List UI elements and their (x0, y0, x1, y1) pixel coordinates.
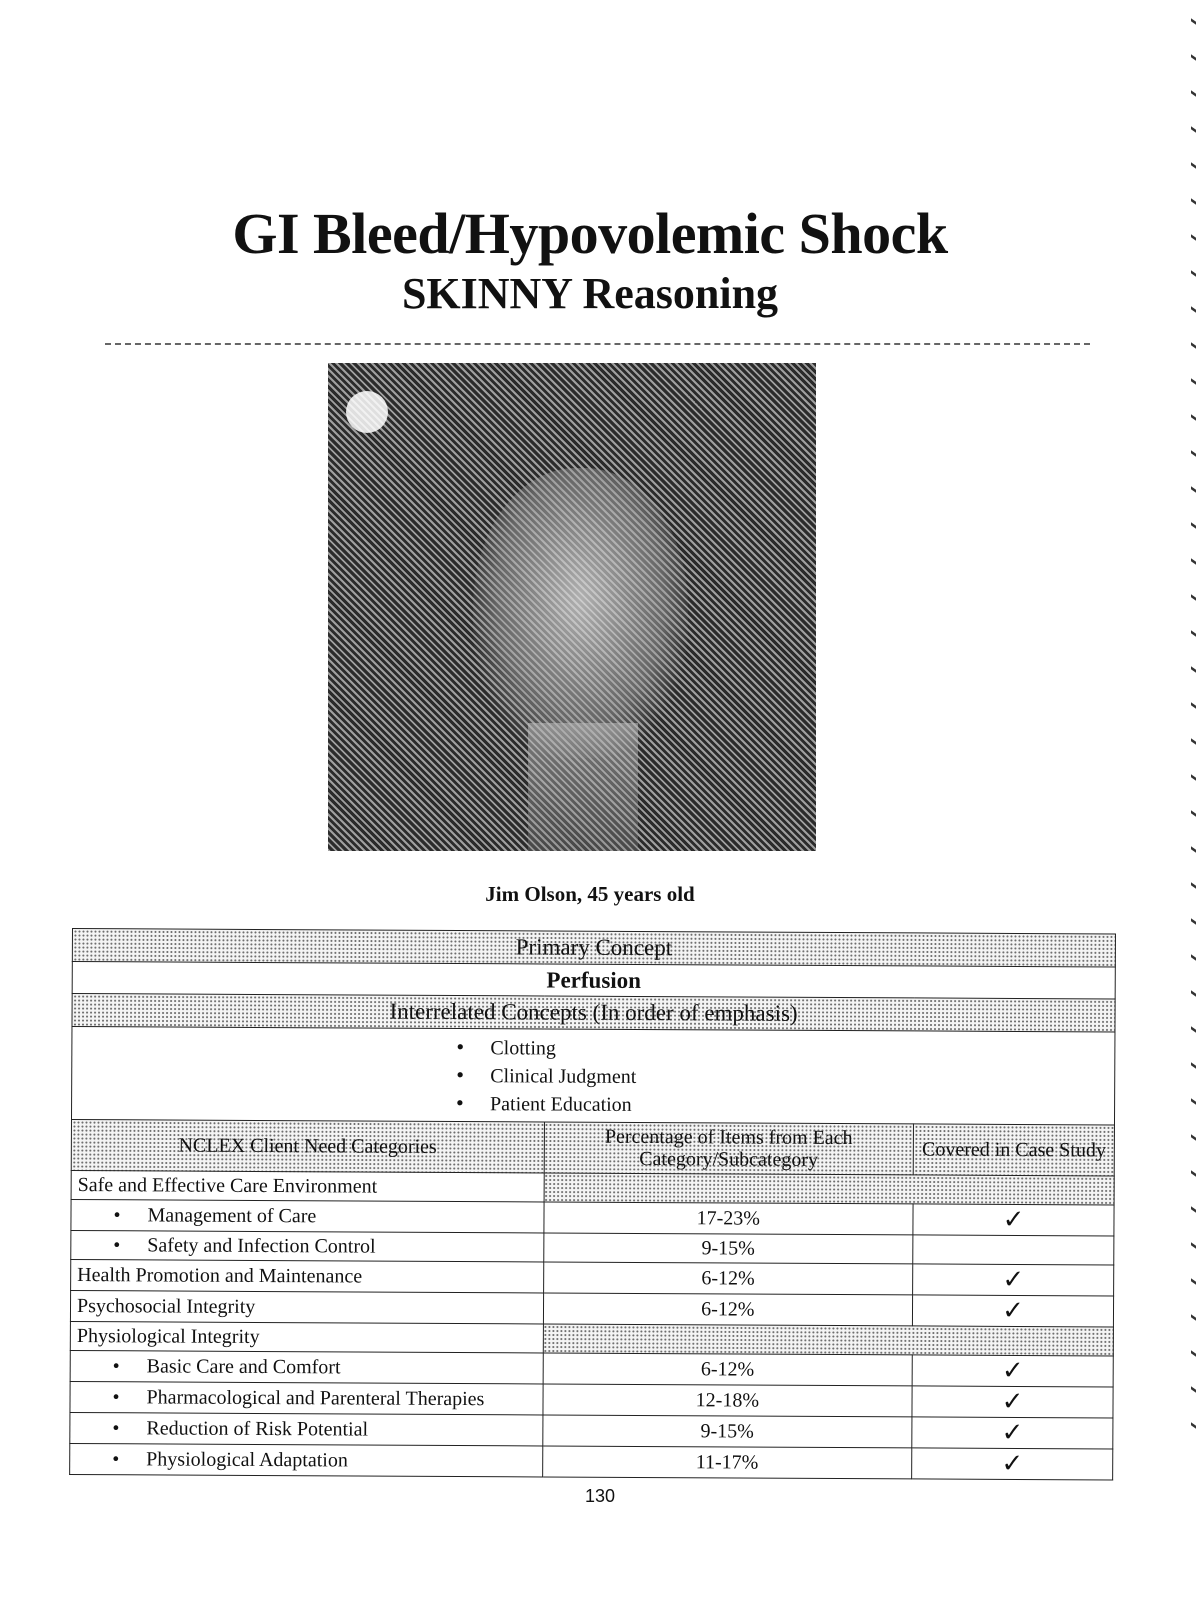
subcategory-label: • Pharmacological and Parenteral Therapies (70, 1381, 543, 1414)
list-item: • Clotting (456, 1033, 1108, 1064)
percent-cell: 6-12% (543, 1262, 913, 1295)
covered-cell (913, 1235, 1114, 1265)
primary-concept-value: Perfusion (72, 962, 1115, 999)
category-label: Psychosocial Integrity (70, 1290, 543, 1323)
interrelated-concepts-label: Interrelated Concepts (In order of emphasis) (72, 994, 1115, 1032)
percent-cell: 17-23% (543, 1202, 913, 1235)
subcategory-label: • Management of Care (71, 1199, 544, 1232)
patient-photo (328, 363, 816, 851)
percent-cell: 6-12% (543, 1353, 913, 1386)
page-number: 130 (584, 1486, 616, 1506)
checkmark-icon: ✓ (912, 1355, 1113, 1387)
category-label: Safe and Effective Care Environment (71, 1170, 544, 1201)
list-item: • Clinical Judgment (456, 1061, 1108, 1092)
percent-cell: 9-15% (542, 1415, 912, 1448)
percent-cell: 12-18% (542, 1384, 912, 1417)
subcategory-label: • Reduction of Risk Potential (70, 1412, 543, 1445)
checkmark-icon: ✓ (913, 1204, 1114, 1236)
binding-edge (1184, 20, 1198, 1450)
percent-cell: 11-17% (542, 1446, 912, 1479)
checkmark-icon: ✓ (912, 1417, 1113, 1449)
subcategory-label: • Basic Care and Comfort (70, 1350, 543, 1383)
page-subtitle: SKINNY Reasoning (401, 269, 779, 318)
category-label: Physiological Integrity (70, 1321, 543, 1352)
table-row (70, 1443, 1113, 1479)
category-shade (543, 1324, 1114, 1356)
header-covered: Covered in Case Study (913, 1124, 1114, 1176)
concept-table (69, 928, 1116, 1480)
header-categories: NCLEX Client Need Categories (71, 1120, 544, 1173)
list-item: • Patient Education (456, 1089, 1108, 1120)
checkmark-icon: ✓ (912, 1386, 1113, 1418)
percent-cell: 9-15% (543, 1233, 913, 1264)
category-label: Health Promotion and Maintenance (71, 1259, 544, 1292)
primary-concept-label: Primary Concept (72, 929, 1115, 967)
checkmark-icon: ✓ (913, 1295, 1114, 1327)
checkmark-icon: ✓ (912, 1448, 1113, 1480)
divider (105, 343, 1090, 345)
page-title: GI Bleed/Hypovolemic Shock (232, 201, 948, 266)
subcategory-label: • Safety and Infection Control (71, 1230, 544, 1261)
checkmark-icon: ✓ (913, 1264, 1114, 1296)
category-shade (544, 1173, 1115, 1205)
subcategory-label: • Physiological Adaptation (70, 1443, 543, 1476)
header-percentage: Percentage of Items from Each Category/Subcategory (544, 1122, 914, 1175)
photo-caption: Jim Olson, 45 years old (485, 882, 695, 906)
percent-cell: 6-12% (543, 1293, 913, 1326)
interrelated-concepts (71, 1027, 1114, 1125)
